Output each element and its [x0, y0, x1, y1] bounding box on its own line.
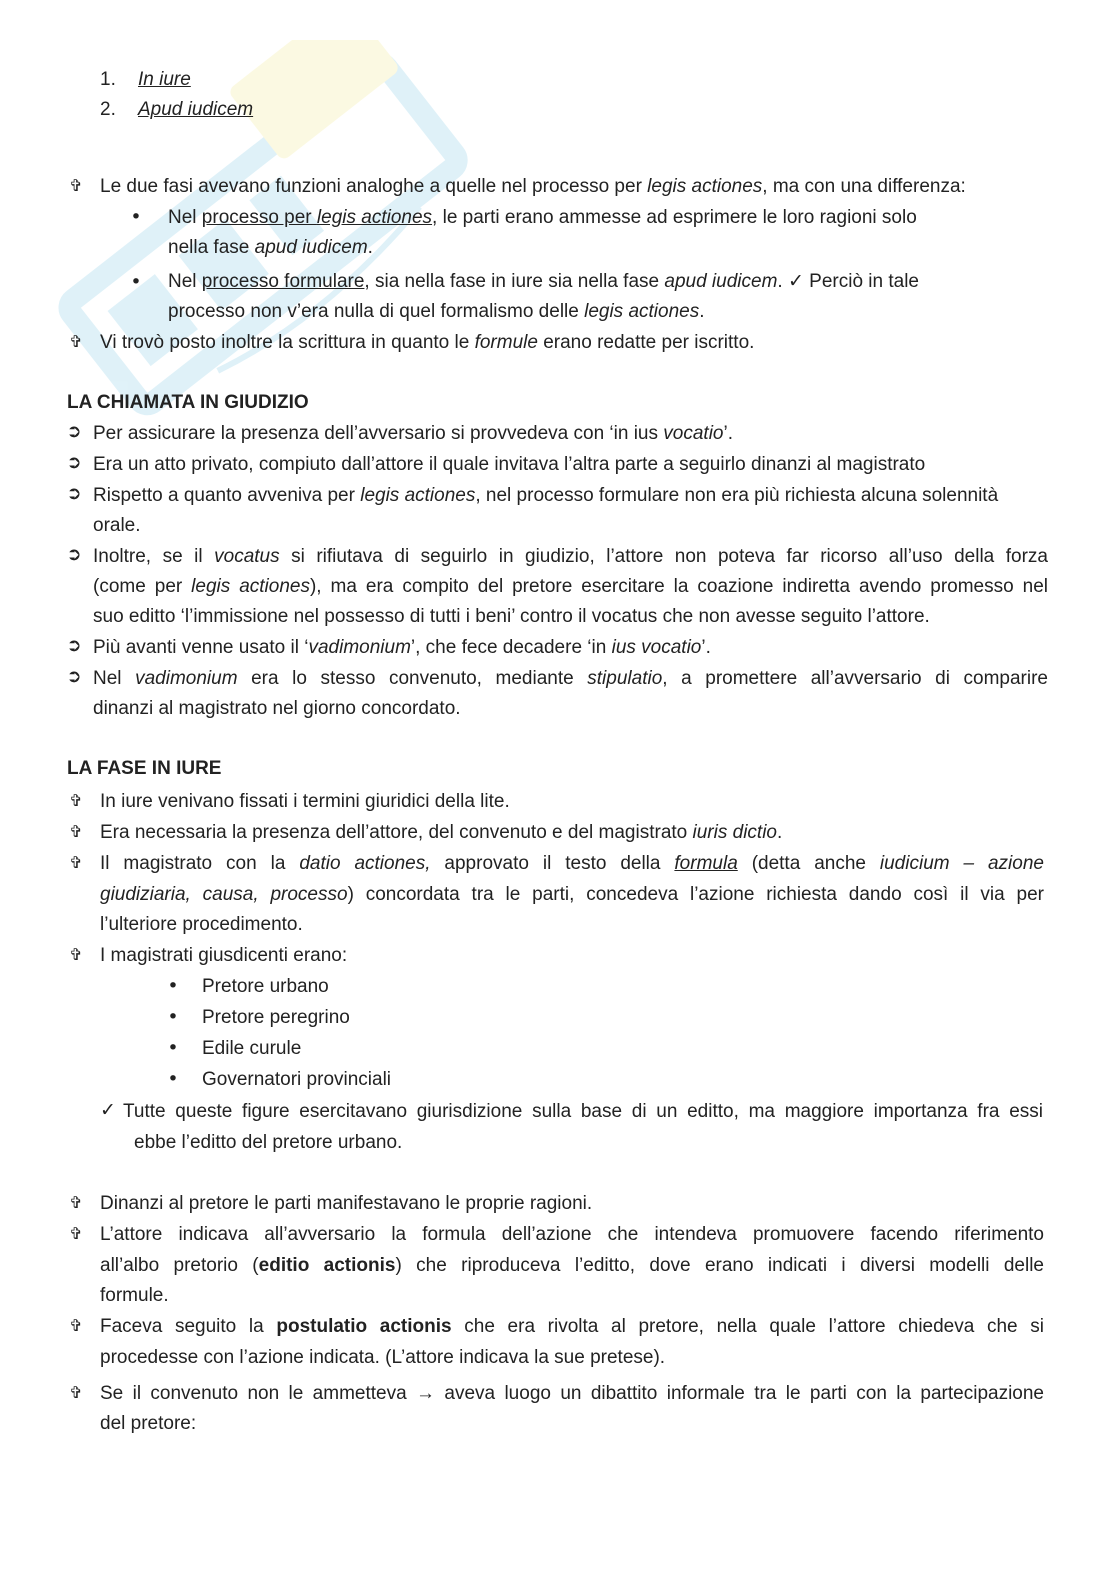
cross-icon: ✞ [69, 791, 83, 810]
intro-bullet-1: Nel processo per legis actiones, le parti erano ammesse ad esprimere le loro ragioni solo [168, 207, 917, 228]
intro-bullet-1-cont: nella fase apud iudicem. [168, 237, 373, 258]
intro-paragraph-2: Vi trovò posto inoltre la scrittura in quanto le formule erano redatte per iscritto. [100, 332, 755, 353]
cross-icon: ✞ [69, 1224, 83, 1243]
list-number: 1. [100, 69, 116, 90]
magistrato-item: Governatori provinciali [202, 1069, 392, 1090]
magistrato-item: Pretore urbano [202, 976, 329, 997]
bullet-icon: • [167, 975, 179, 997]
chiamata-item-2: Era un atto privato, compiuto dall’attore il quale invitava l’altra parte a seguirlo dinanzi al magistrato [93, 454, 926, 475]
chiamata-item-4-cont: suo editto ‘l’immissione nel possesso di tutti i beni’ contro il vocatus che non avesse seguito l’attore. [93, 606, 930, 627]
chiamata-item-3: Rispetto a quanto avveniva per legis actiones, nel processo formulare non era più richiesta alcuna solennità [93, 485, 999, 506]
bullet-icon: • [167, 1037, 179, 1059]
arrow-icon: ➲ [66, 544, 82, 565]
fase-item-8: Se il convenuto non le ammetteva → aveva luogo un dibattito informale tra le parti con la partecipazione [100, 1383, 1044, 1404]
intro-bullet-2: Nel processo formulare, sia nella fase in iure sia nella fase apud iudicem. ✓ Perciò in tale [168, 271, 919, 292]
arrow-icon: ➲ [66, 483, 82, 504]
fase-item-7-cont: procedesse con l’azione indicata. (L’attore indicava la sue pretese). [100, 1347, 666, 1368]
section-heading-fase: LA FASE IN IURE [67, 758, 222, 779]
numbered-item-2 [100, 97, 254, 123]
magistrato-item: Pretore peregrino [202, 1007, 350, 1028]
cross-icon: ✞ [69, 1193, 83, 1212]
fase-item-1: In iure venivano fissati i termini giuridici della lite. [100, 791, 510, 812]
fase-item-5: Dinanzi al pretore le parti manifestavano le proprie ragioni. [100, 1193, 593, 1214]
list-text: In iure [138, 69, 191, 90]
fase-item-2: Era necessaria la presenza dell’attore, del convenuto e del magistrato iuris dictio. [100, 822, 783, 843]
numbered-item-1 [100, 67, 191, 93]
check-icon: ✓ [100, 1099, 116, 1121]
fase-item-4: I magistrati giusdicenti erano: [100, 945, 348, 966]
fase-item-3: Il magistrato con la datio actiones, approvato il testo della formula (detta anche iudicium – azione [100, 853, 1044, 874]
fase-item-3-cont: l’ulteriore procedimento. [100, 914, 303, 935]
cross-icon: ✞ [69, 1316, 83, 1335]
magistrato-item: Edile curule [202, 1038, 302, 1059]
bullet-icon: • [130, 206, 142, 228]
chiamata-item-5: Più avanti venne usato il ‘vadimonium’, che fece decadere ‘in ius vocatio’. [93, 637, 711, 658]
arrow-icon: ➲ [66, 635, 82, 656]
arrow-icon: ➲ [66, 452, 82, 473]
fase-item-6: L’attore indicava all’avversario la formula dell’azione che intendeva promuovere facendo riferimento [100, 1224, 1044, 1245]
list-text: Apud iudicem [138, 99, 254, 120]
cross-icon: ✞ [69, 822, 83, 841]
fase-item-8-cont: del pretore: [100, 1413, 197, 1434]
fase-item-7: Faceva seguito la postulatio actionis che era rivolta al pretore, nella quale l’attore chiedeva che si [100, 1316, 1044, 1337]
chiamata-item-6-cont: dinanzi al magistrato nel giorno concordato. [93, 698, 461, 719]
cross-icon: ✞ [69, 332, 83, 351]
arrow-icon: ➲ [66, 421, 82, 442]
intro-paragraph: Le due fasi avevano funzioni analoghe a quelle nel processo per legis actiones, ma con una differenza: [100, 176, 966, 197]
chiamata-item-4-cont: (come per legis actiones), ma era compito del pretore esercitare la coazione indiretta avendo promesso nel [93, 576, 1048, 597]
chiamata-item-3-cont: orale. [93, 515, 141, 536]
section-heading-chiamata: LA CHIAMATA IN GIUDIZIO [67, 392, 309, 413]
intro-bullet-2-cont: processo non v’era nulla di quel formalismo delle legis actiones. [168, 301, 705, 322]
bullet-icon: • [167, 1006, 179, 1028]
check-note: Tutte queste figure esercitavano giurisdizione sulla base di un editto, ma maggiore importanza fra essi [123, 1101, 1043, 1122]
cross-icon: ✞ [69, 945, 83, 964]
fase-item-6-cont: all’albo pretorio (editio actionis) che riproduceva l’editto, dove erano indicati i diversi modelli delle [100, 1255, 1044, 1276]
bullet-icon: • [130, 271, 142, 293]
chiamata-item-6: Nel vadimonium era lo stesso convenuto, mediante stipulatio, a promettere all’avversario di comparire [93, 668, 1048, 689]
cross-icon: ✞ [69, 853, 83, 872]
fase-item-6-cont: formule. [100, 1285, 169, 1306]
cross-icon: ✞ [69, 176, 83, 195]
chiamata-item-4: Inoltre, se il vocatus si rifiutava di seguirlo in giudizio, l’attore non poteva far ricorso all’uso della forza [93, 546, 1048, 567]
fase-item-3-cont: giudiziaria, causa, processo) concordata tra le parti, concedeva l’azione richiesta dando così il via per [100, 884, 1044, 905]
check-note-cont: ebbe l’editto del pretore urbano. [134, 1132, 403, 1153]
bullet-icon: • [167, 1068, 179, 1090]
cross-icon: ✞ [69, 1383, 83, 1402]
list-number: 2. [100, 99, 116, 120]
arrow-icon: ➲ [66, 666, 82, 687]
chiamata-item-1: Per assicurare la presenza dell’avversario si provvedeva con ‘in ius vocatio’. [93, 423, 733, 444]
